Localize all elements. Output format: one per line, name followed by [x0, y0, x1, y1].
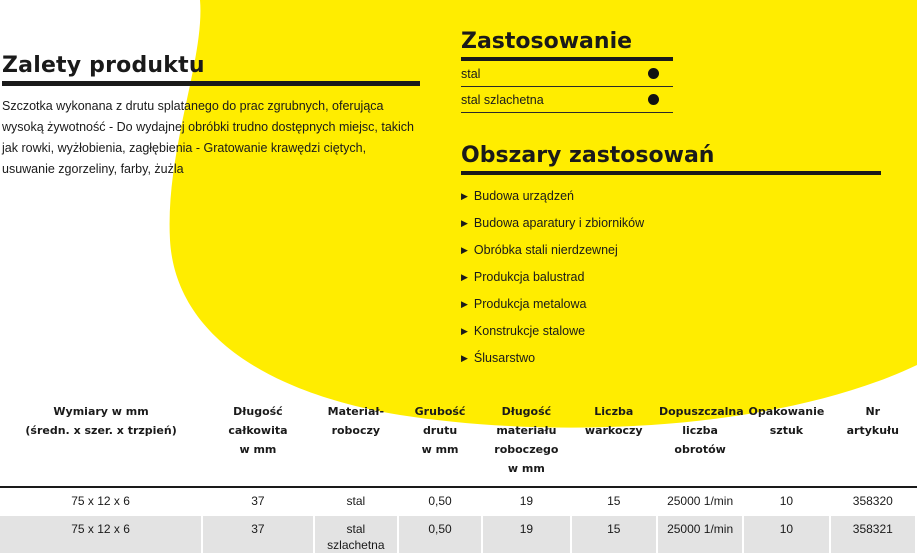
- column-header-knot-count: Liczba warkoczy: [571, 400, 657, 487]
- table-cell: 15: [571, 516, 657, 553]
- application-section: [461, 28, 673, 113]
- table-cell: 75 x 12 x 6: [0, 487, 202, 516]
- list-item-label: Produkcja balustrad: [473, 270, 585, 284]
- column-header-total-length: Długość całkowita w mm: [202, 400, 314, 487]
- column-header-max-rpm: Dopuszczalna liczba obrotów: [657, 400, 743, 487]
- list-item: [461, 291, 881, 318]
- table-cell: 19: [482, 487, 570, 516]
- application-areas-section: [461, 142, 881, 372]
- triangle-right-icon: ▶: [461, 353, 468, 363]
- list-item-label: Obróbka stali nierdzewnej: [473, 243, 618, 257]
- table-row: [0, 487, 916, 516]
- table-cell: 75 x 12 x 6: [0, 516, 202, 553]
- triangle-right-icon: ▶: [461, 218, 468, 228]
- triangle-right-icon: ▶: [461, 272, 468, 282]
- triangle-right-icon: ▶: [461, 191, 468, 201]
- title-underline: [461, 171, 881, 175]
- table-cell: 37: [202, 487, 314, 516]
- table-cell: 19: [482, 516, 570, 553]
- table-cell: stal: [314, 487, 398, 516]
- list-item-label: Konstrukcje stalowe: [473, 324, 586, 338]
- table-cell: 10: [743, 487, 829, 516]
- list-item: [461, 183, 881, 210]
- table-cell: 10: [743, 516, 829, 553]
- list-item: [461, 237, 881, 264]
- table-cell: 25000 1/min: [657, 487, 743, 516]
- column-header-material: Materiał- roboczy: [314, 400, 398, 487]
- triangle-right-icon: ▶: [461, 299, 468, 309]
- application-label: stal: [461, 66, 481, 81]
- column-header-article-number: Nr artykułu: [830, 400, 916, 487]
- table-cell: 358321: [830, 516, 916, 553]
- triangle-right-icon: ▶: [461, 326, 468, 336]
- table-cell: 358320: [830, 487, 916, 516]
- column-header-dimensions: Wymiary w mm (średn. x szer. x trzpień): [0, 400, 202, 487]
- triangle-right-icon: ▶: [461, 245, 468, 255]
- table-cell: 15: [571, 487, 657, 516]
- title-underline: [2, 81, 420, 86]
- list-item-label: Produkcja metalowa: [473, 297, 587, 311]
- list-item-label: Budowa aparatury i zbiorników: [473, 216, 645, 230]
- column-header-trim-length: Długość materiału roboczego w mm: [482, 400, 570, 487]
- product-description: Szczotka wykonana z drutu splatanego do prac zgrubnych, oferująca wysoką żywotność - Do wydajnej obróbki trudno dostępnych miejsc, takich jak rowki, wyżłobienia, zagłębienia - Gratowanie krawędzi ciętych, usuwanie zgorzeliny, farby, żużla: [2, 99, 414, 176]
- filled-dot-icon: [648, 68, 659, 79]
- column-header-pack-size: Opakowanie sztuk: [743, 400, 829, 487]
- filled-dot-icon: [648, 94, 659, 105]
- application-row-steel: [461, 61, 673, 87]
- product-advantages-title: Zalety produktu: [2, 53, 205, 78]
- table-cell: stal szlachetna: [314, 516, 398, 553]
- product-advantages-section: [2, 52, 420, 180]
- application-label: stal szlachetna: [461, 92, 544, 107]
- table-header-row: [0, 400, 916, 487]
- list-item: [461, 318, 881, 345]
- list-item-label: Budowa urządzeń: [473, 189, 574, 203]
- product-spec-table: [0, 400, 917, 553]
- table-cell: 25000 1/min: [657, 516, 743, 553]
- application-row-stainless-steel: [461, 87, 673, 113]
- list-item-label: Ślusarstwo: [473, 351, 536, 365]
- table-row: [0, 516, 916, 553]
- list-item: [461, 264, 881, 291]
- application-areas-list: [461, 183, 881, 372]
- application-areas-title: Obszary zastosowań: [461, 143, 715, 168]
- table-cell: 0,50: [398, 487, 482, 516]
- list-item: [461, 210, 881, 237]
- column-header-wire-thickness: Grubość drutu w mm: [398, 400, 482, 487]
- table-cell: 0,50: [398, 516, 482, 553]
- list-item: [461, 345, 881, 372]
- application-title: Zastosowanie: [461, 29, 633, 54]
- table-cell: 37: [202, 516, 314, 553]
